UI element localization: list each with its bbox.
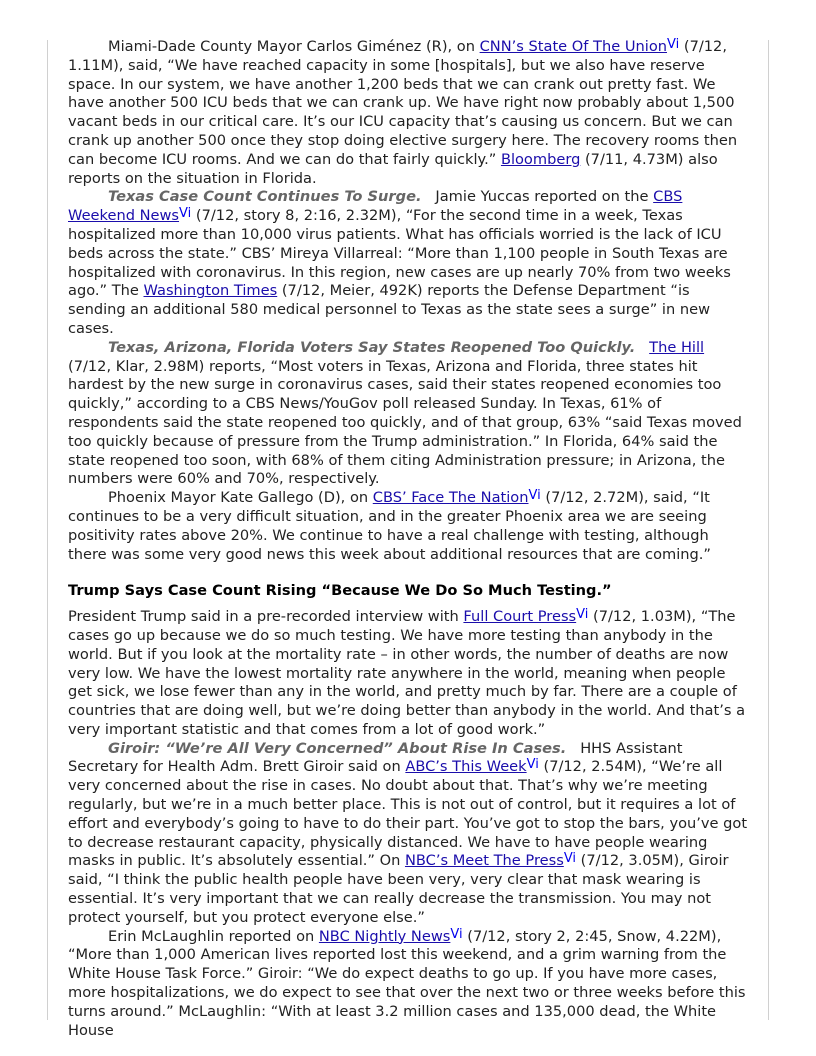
text: (7/12, Klar, 2.98M) reports, “Most voters in Texas, Arizona and Florida, three states hit hardest by the new surge in coronavirus cases, said their states reopened economies too quickly,” according to a CBS News/YouGov poll released Sunday. In Texas, 61% of respondents said the state reopened too quickly, and of that group, 63% “said Texas moved too quickly because of pressure from the Trump administration.” In Florida, 64% said the state reopened too soon, with 68% of them citing Administration pressure; in Arizona, the numbers were 60% and 70%, respectively.: [68, 357, 742, 488]
left-margin-rule: [47, 40, 48, 1020]
article-body: [68, 38, 750, 1040]
full-court-press-link[interactable]: Full Court Press: [463, 608, 577, 626]
paragraph-trump-testing: [68, 608, 750, 740]
bloomberg-link[interactable]: Bloomberg: [500, 150, 581, 168]
paragraph-mclaughlin: [68, 928, 750, 1041]
text: (7/11, 4.73M) also reports on the situation in Florida.: [68, 150, 718, 187]
video-indicator[interactable]: Vi: [563, 851, 577, 867]
text: Jamie Yuccas reported on the: [421, 188, 654, 206]
text: [635, 339, 649, 356]
text: (7/12, Meier, 492K) reports the Defense Department “is sending an additional 580 medical personnel to Texas as the state sees a surge” in new cases.: [68, 282, 711, 337]
paragraph-giroir: [68, 740, 750, 928]
text: HHS Assistant Secretary for Health Adm. Brett Giroir said on: [68, 739, 688, 776]
abc-this-week-link[interactable]: ABC’s This Week: [405, 758, 527, 776]
text: President Trump said in a pre-recorded interview with: [68, 608, 464, 626]
text: (7/12, 3.05M), Giroir said, “I think the public health people have been very, very clear that mask wearing is essential. It’s very important that we can really decrease the transmission. You may not protect yourself, but you protect everyone else.”: [68, 852, 729, 926]
lead-in: Texas, Arizona, Florida Voters Say States Reopened Too Quickly.: [108, 338, 636, 356]
text: (7/12, 2.72M), said, “It continues to be a very difficult situation, and in the greater Phoenix area we are seeing positivity rates above 20%. We continue to have a real challenge with testing, although there was some very good news this week about additional resources that are coming.”: [68, 489, 711, 563]
paragraph-texas-surge: [68, 188, 750, 338]
paragraph-gimenez: [68, 38, 750, 188]
lead-in: Texas Case Count Continues To Surge.: [108, 188, 422, 206]
nbc-meet-the-press-link[interactable]: NBC’s Meet The Press: [404, 852, 564, 870]
lead-in: Giroir: “We’re All Very Concerned” About Rise In Cases.: [108, 739, 567, 757]
video-indicator[interactable]: Vi: [576, 607, 589, 623]
text: (7/12, 1.11M), said, “We have reached capacity in some [hospitals], but we also have reserve space. In our system, we have another 1,200 beds that we can crank out pretty fast. We have another 500 ICU beds that we can crank up. We have right now probably about 1,500 vacant beds in our critical care. It’s our ICU capacity that’s causing us concern. But we can crank up another 500 once they stop doing elective surgery here. The recovery rooms then can become ICU rooms. And we can do that fairly quickly.”: [68, 38, 738, 168]
text: (7/12, 2.54M), “We’re all very concerned about the rise in cases. No doubt about that. That’s why we’re meeting regularly, but we’re in a much better place. This is not out of control, but it requires a lot of effort and everybody’s going to have to do their part. You’ve got to stop the bars, you’ve got to decrease restaurant capacity, physically distanced. We have to have people wearing masks in public. It’s absolutely essential.” On: [68, 758, 748, 870]
right-margin-rule: [768, 40, 769, 1020]
text: Phoenix Mayor Kate Gallego (D), on: [108, 489, 373, 507]
text: Erin McLaughlin reported on: [108, 927, 319, 945]
section-heading: Trump Says Case Count Rising “Because We Do So Much Testing.”: [68, 582, 612, 600]
text: (7/12, 1.03M), “The cases go up because we do so much testing. We have more testing than anybody in the world. But if you look at the mortality rate – in other words, the number of deaths are now very low. We have the lowest mortality rate anywhere in the world, meaning when people get sick, we lose fewer than any in the world, and pretty much by far. There are a couple of countries that are doing well, but we’re doing better than anybody in the world. And that’s a very important statistic and that comes from a lot of good work.”: [68, 608, 746, 738]
video-indicator[interactable]: Vi: [179, 206, 192, 222]
text: Miami-Dade County Mayor Carlos Giménez (R), on: [108, 38, 480, 55]
video-indicator[interactable]: Vi: [528, 488, 541, 504]
cbs-face-the-nation-link[interactable]: CBS’ Face The Nation: [372, 489, 529, 507]
video-indicator[interactable]: Vi: [526, 757, 539, 773]
washington-times-link[interactable]: Washington Times: [143, 282, 278, 300]
paragraph-gallego: [68, 489, 750, 564]
nbc-nightly-news-link[interactable]: NBC Nightly News: [318, 927, 451, 945]
paragraph-voters-poll: [68, 339, 750, 489]
cbs-weekend-news-link[interactable]: CBS Weekend News: [68, 188, 683, 225]
text: (7/12, story 2, 2:45, Snow, 4.22M), “More than 1,000 American lives reported lost this weekend, and a grim warning from the White House Task Force.” Giroir: “We do expect deaths to go up. If you have more cases, more hospitalizations, we do expect to see that over the next two or three weeks before this turns around.” McLaughlin: “With at least 3.2 million cases and 135,000 dead, the White House: [68, 927, 746, 1039]
video-indicator[interactable]: Vi: [450, 926, 463, 942]
cnn-state-of-union-link[interactable]: CNN’s State Of The Union: [479, 38, 667, 55]
the-hill-link[interactable]: The Hill: [649, 338, 705, 356]
text: (7/12, story 8, 2:16, 2.32M), “For the second time in a week, Texas hospitalized more than 10,000 virus patients. What has officials worried is the lack of ICU beds across the state.” CBS’ Mireya Villarreal: “More than 1,100 people in South Texas are hospitalized with coronavirus. In this region, new cases are up nearly 70% from two weeks ago.” The: [68, 207, 731, 300]
video-indicator[interactable]: Vi: [667, 37, 680, 52]
